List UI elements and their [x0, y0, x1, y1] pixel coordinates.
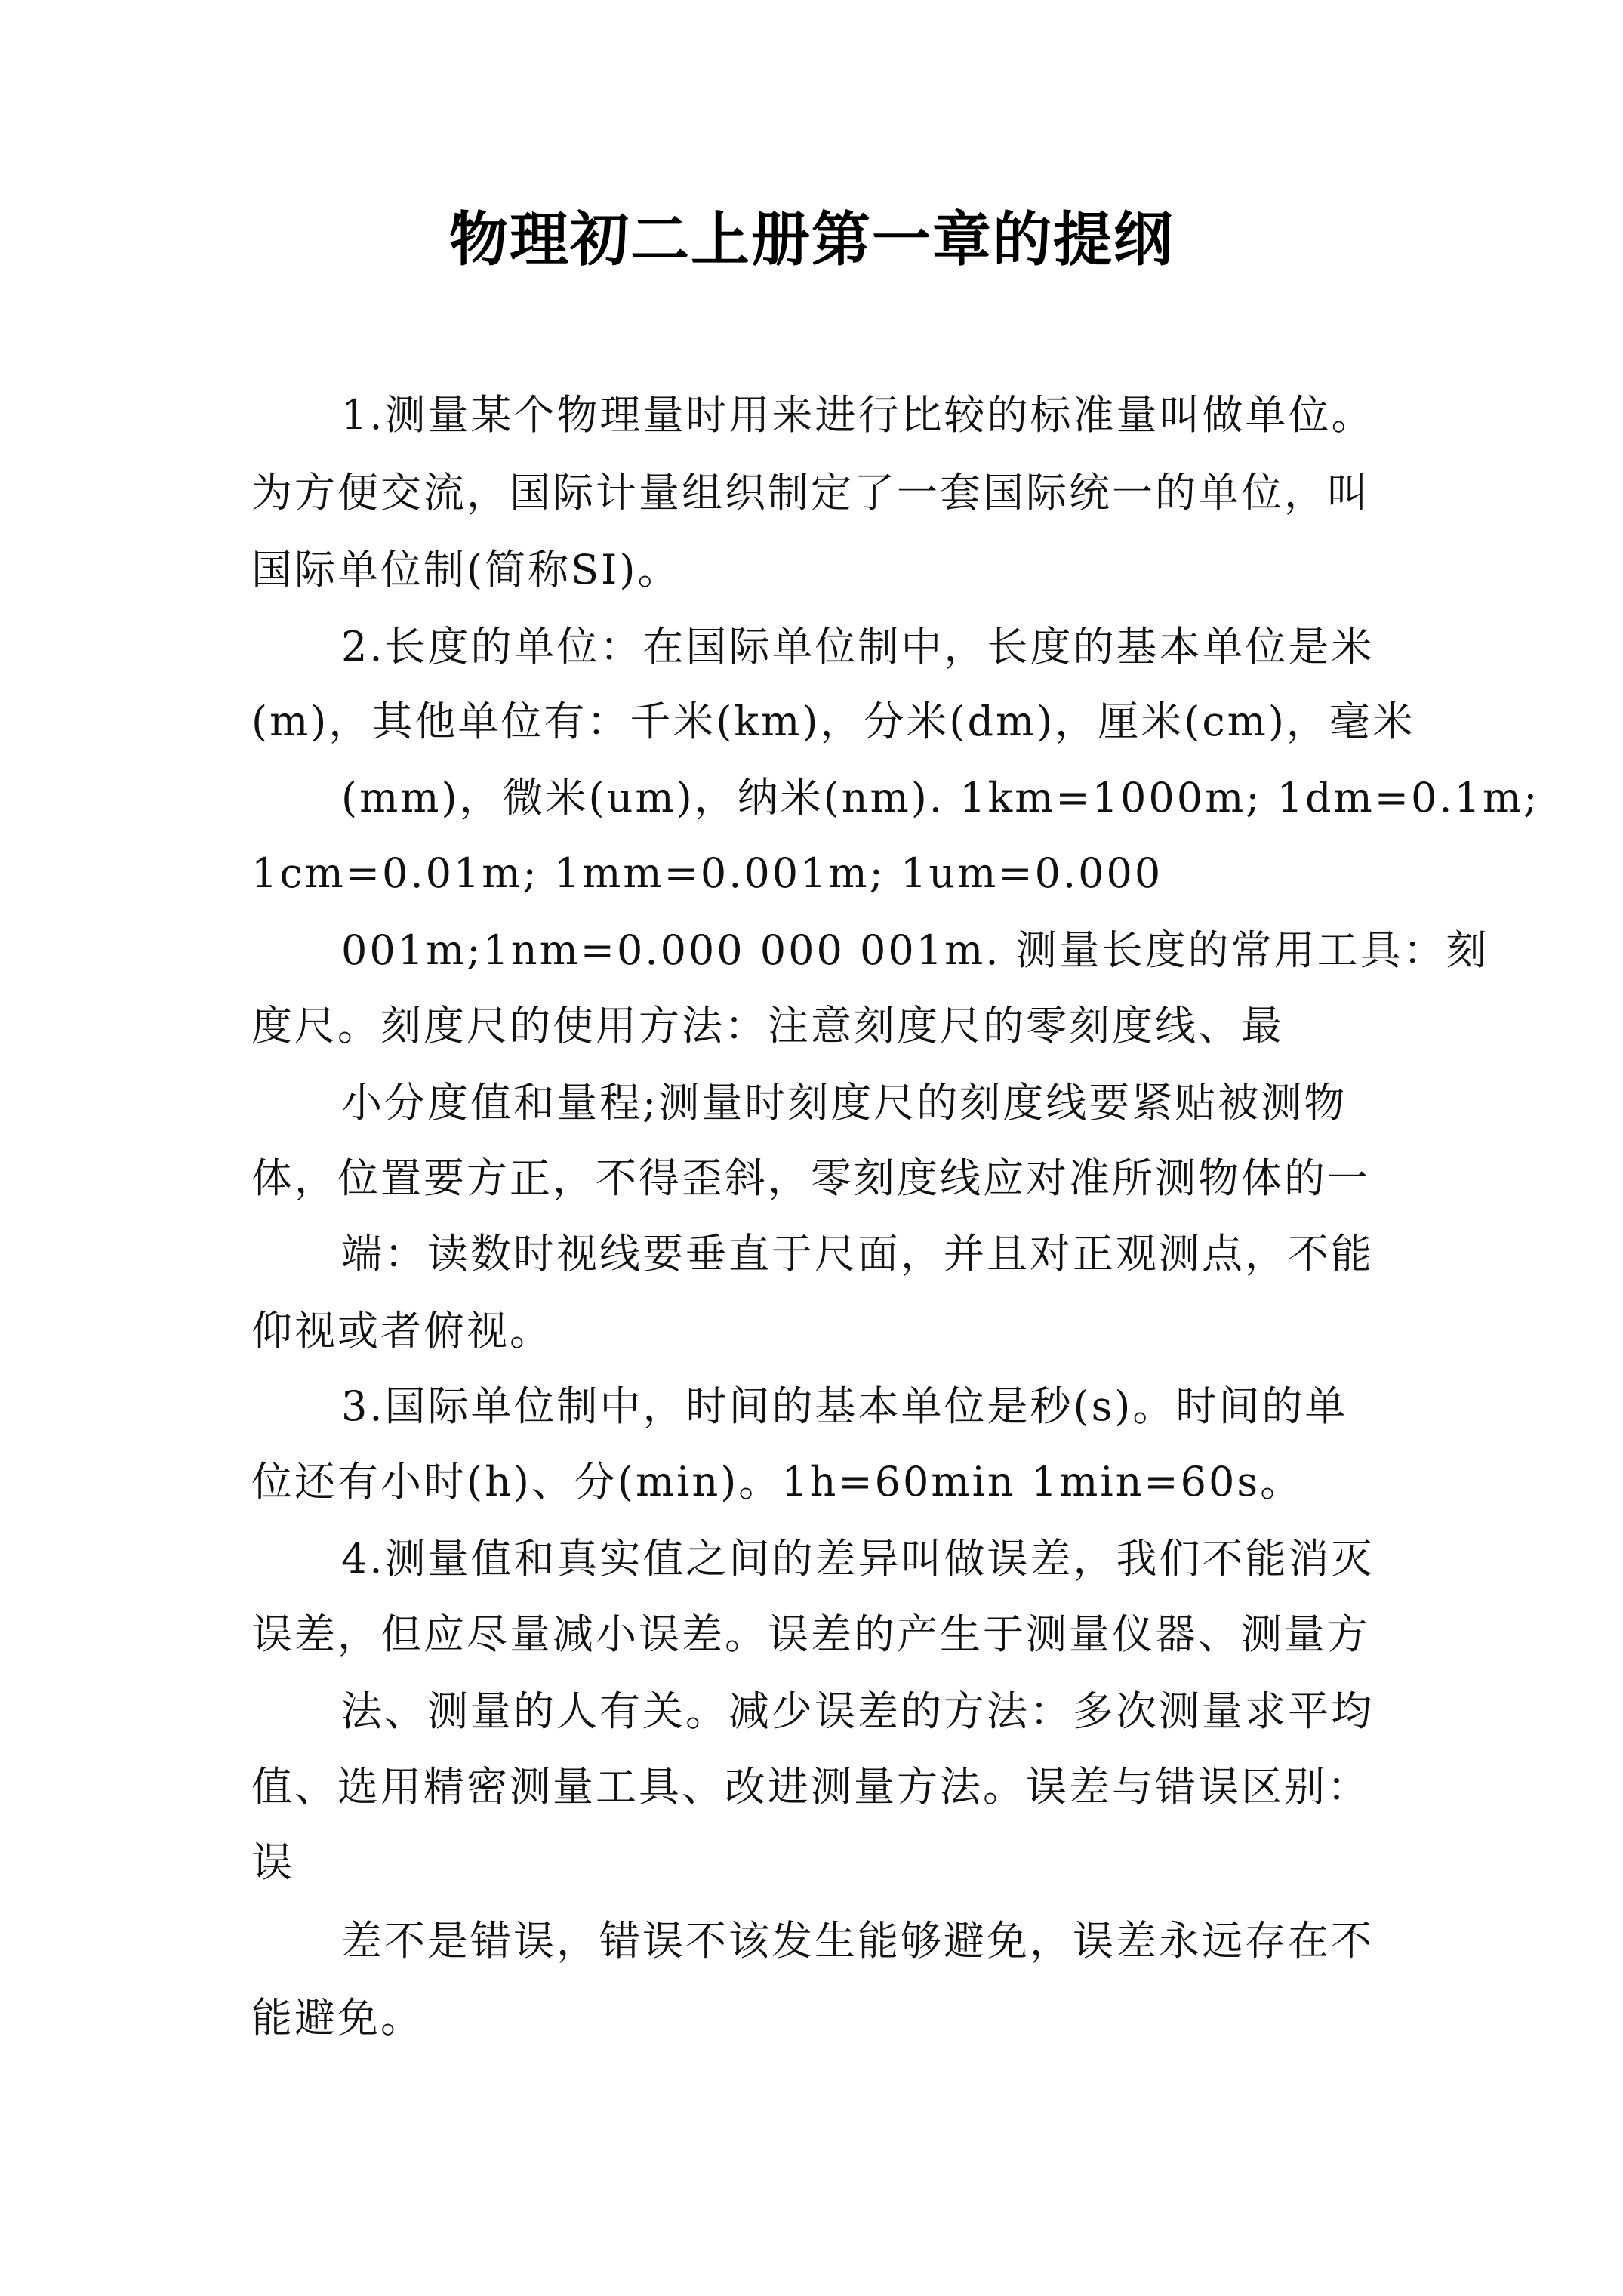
text-line: (m)，其他单位有：千米(km)，分米(dm)，厘米(cm)，毫米	[251, 698, 1415, 745]
text-line: 位还有小时(h)、分(min)。1h=60min 1min=60s。	[251, 1458, 1304, 1505]
text-line: 小分度值和量程;测量时刻度尺的刻度线要紧贴被测物	[341, 1079, 1347, 1126]
text-line: (mm)，微米(um)，纳米(nm). 1km=1000m; 1dm=0.1m;	[341, 774, 1540, 821]
text-line: 误	[251, 1838, 294, 1886]
document-title: 物理初二上册第一章的提纲	[448, 206, 1174, 274]
text-line: 为方便交流，国际计量组织制定了一套国际统一的单位，叫	[251, 469, 1370, 516]
text-line: 值、选用精密测量工具、改进测量方法。误差与错误区别：	[251, 1763, 1370, 1811]
text-line: 国际单位制(简称SI)。	[251, 546, 681, 593]
text-line: 001m;1nm=0.000 000 001m. 测量长度的常用工具：刻	[341, 926, 1489, 974]
text-line: 能避免。	[251, 1994, 423, 2042]
text-line: 端：读数时视线要垂直于尺面，并且对正观测点，不能	[341, 1230, 1374, 1277]
text-line: 度尺。刻度尺的使用方法：注意刻度尺的零刻度线、最	[251, 1002, 1284, 1049]
text-line: 差不是错误，错误不该发生能够避免，误差永远存在不	[341, 1917, 1374, 1965]
text-line: 误差，但应尽量减小误差。误差的产生于测量仪器、测量方	[251, 1610, 1370, 1658]
text-line: 1cm=0.01m; 1mm=0.001m; 1um=0.000	[251, 849, 1163, 897]
text-line: 体，位置要方正，不得歪斜，零刻度线应对准所测物体的一	[251, 1154, 1370, 1202]
text-line: 4.测量值和真实值之间的差异叫做误差，我们不能消灭	[341, 1535, 1375, 1583]
text-line: 法、测量的人有关。减少误差的方法：多次测量求平均	[341, 1687, 1374, 1735]
text-line: 仰视或者俯视。	[251, 1307, 553, 1354]
text-line: 2.长度的单位：在国际单位制中，长度的基本单位是米	[341, 623, 1375, 670]
text-line: 3.国际单位制中，时间的基本单位是秒(s)。时间的单	[341, 1382, 1348, 1430]
text-line: 1.测量某个物理量时用来进行比较的标准量叫做单位。	[341, 391, 1375, 439]
